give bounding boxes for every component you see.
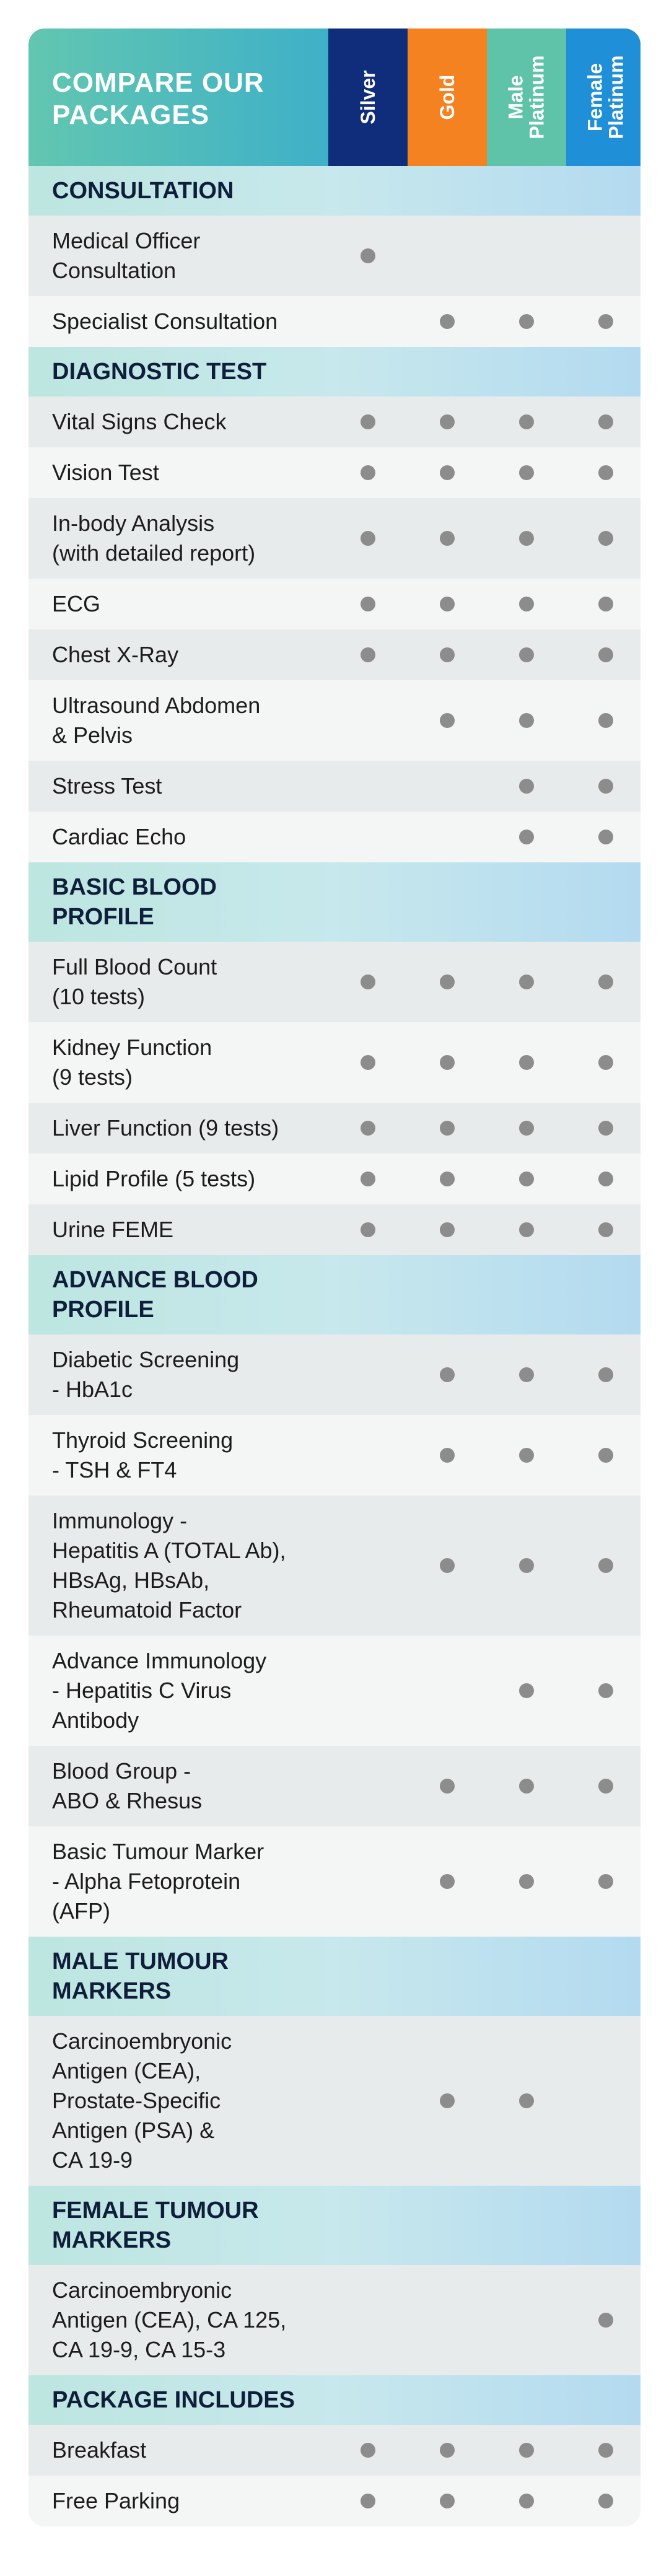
included-dot-icon bbox=[440, 1121, 455, 1136]
included-dot-icon bbox=[519, 597, 534, 611]
included-dot-icon bbox=[361, 1055, 375, 1070]
item-label: Vision Test bbox=[52, 460, 159, 485]
item-label: Carcinoembryonic Antigen (CEA), Prostate-Specific Antigen (PSA) & CA 19-9 bbox=[52, 2028, 232, 2173]
included-dot-icon bbox=[519, 1779, 534, 1794]
included-dot-icon bbox=[598, 2313, 613, 2328]
included-dot-icon bbox=[598, 975, 613, 989]
item-label: Stress Test bbox=[52, 773, 162, 799]
included-dot-icon bbox=[598, 1222, 613, 1237]
column-header-label: Male Platinum bbox=[505, 55, 548, 139]
page-title: COMPARE OUR PACKAGES bbox=[52, 68, 265, 130]
table-row bbox=[28, 680, 641, 761]
included-dot-icon bbox=[519, 414, 534, 429]
package-comparison-card bbox=[28, 28, 641, 2526]
included-dot-icon bbox=[598, 1448, 613, 1463]
included-dot-icon bbox=[361, 414, 375, 429]
item-label: Chest X-Ray bbox=[52, 642, 179, 667]
category-title: ADVANCE BLOOD PROFILE bbox=[52, 1267, 258, 1323]
included-dot-icon bbox=[598, 1683, 613, 1698]
included-dot-icon bbox=[519, 465, 534, 480]
item-label: Blood Group - ABO & Rhesus bbox=[52, 1758, 203, 1813]
included-dot-icon bbox=[361, 2494, 375, 2508]
item-label: Cardiac Echo bbox=[52, 824, 186, 849]
included-dot-icon bbox=[440, 975, 455, 989]
included-dot-icon bbox=[440, 1874, 455, 1889]
category-title: FEMALE TUMOUR MARKERS bbox=[52, 2197, 259, 2253]
included-dot-icon bbox=[361, 465, 375, 480]
included-dot-icon bbox=[440, 713, 455, 728]
included-dot-icon bbox=[440, 2494, 455, 2508]
included-dot-icon bbox=[519, 1367, 534, 1382]
item-label: Ultrasound Abdomen & Pelvis bbox=[52, 693, 261, 748]
item-label: In-body Analysis (with detailed report) bbox=[52, 510, 256, 566]
item-label: Basic Tumour Marker - Alpha Fetoprotein (AFP) bbox=[52, 1839, 265, 1924]
included-dot-icon bbox=[598, 779, 613, 794]
included-dot-icon bbox=[440, 414, 455, 429]
included-dot-icon bbox=[519, 779, 534, 794]
included-dot-icon bbox=[598, 2443, 613, 2458]
table-row bbox=[28, 1022, 641, 1103]
included-dot-icon bbox=[598, 1367, 613, 1382]
column-header-label: Female Platinum bbox=[584, 55, 627, 139]
category-row bbox=[28, 2186, 641, 2265]
item-label: Full Blood Count (10 tests) bbox=[52, 954, 217, 1009]
category-row bbox=[28, 862, 641, 942]
item-label: Kidney Function (9 tests) bbox=[52, 1035, 212, 1090]
table-row bbox=[28, 1746, 641, 1826]
included-dot-icon bbox=[598, 1055, 613, 1070]
included-dot-icon bbox=[519, 1222, 534, 1237]
included-dot-icon bbox=[440, 531, 455, 546]
included-dot-icon bbox=[440, 1779, 455, 1794]
included-dot-icon bbox=[361, 248, 375, 263]
included-dot-icon bbox=[519, 1121, 534, 1136]
table-row bbox=[28, 1334, 641, 1415]
table-row bbox=[28, 396, 641, 447]
included-dot-icon bbox=[598, 531, 613, 546]
table-header bbox=[28, 28, 641, 166]
table-row bbox=[28, 2016, 641, 2186]
included-dot-icon bbox=[440, 647, 455, 662]
column-header-gold bbox=[408, 28, 487, 166]
item-label: Urine FEME bbox=[52, 1217, 174, 1242]
included-dot-icon bbox=[361, 1121, 375, 1136]
column-header-label: Silver bbox=[357, 70, 379, 125]
included-dot-icon bbox=[519, 830, 534, 844]
column-header-female-platinum bbox=[566, 28, 641, 166]
included-dot-icon bbox=[361, 1172, 375, 1186]
included-dot-icon bbox=[361, 597, 375, 611]
table-row bbox=[28, 1826, 641, 1937]
included-dot-icon bbox=[598, 713, 613, 728]
table-row bbox=[28, 447, 641, 498]
table-row bbox=[28, 2425, 641, 2476]
table-row bbox=[28, 629, 641, 680]
included-dot-icon bbox=[361, 2443, 375, 2458]
included-dot-icon bbox=[440, 1222, 455, 1237]
table-row bbox=[28, 2476, 641, 2526]
included-dot-icon bbox=[440, 1367, 455, 1382]
included-dot-icon bbox=[598, 465, 613, 480]
table-row bbox=[28, 942, 641, 1022]
included-dot-icon bbox=[440, 1558, 455, 1573]
item-label: Lipid Profile (5 tests) bbox=[52, 1166, 256, 1191]
included-dot-icon bbox=[440, 1055, 455, 1070]
item-label: Free Parking bbox=[52, 2488, 180, 2513]
item-label: ECG bbox=[52, 591, 101, 616]
included-dot-icon bbox=[519, 1558, 534, 1573]
included-dot-icon bbox=[598, 1558, 613, 1573]
table-row bbox=[28, 1154, 641, 1204]
included-dot-icon bbox=[519, 1055, 534, 1070]
item-label: Vital Signs Check bbox=[52, 409, 227, 434]
category-title: CONSULTATION bbox=[52, 178, 234, 204]
included-dot-icon bbox=[519, 2093, 534, 2108]
included-dot-icon bbox=[598, 1779, 613, 1794]
column-header-label: Gold bbox=[436, 74, 458, 120]
included-dot-icon bbox=[519, 1448, 534, 1463]
category-row bbox=[28, 347, 641, 396]
included-dot-icon bbox=[598, 597, 613, 611]
column-header-silver bbox=[328, 28, 408, 166]
included-dot-icon bbox=[519, 531, 534, 546]
table-row bbox=[28, 296, 641, 347]
table-row bbox=[28, 579, 641, 629]
item-label: Medical Officer Consultation bbox=[52, 228, 201, 283]
included-dot-icon bbox=[519, 1172, 534, 1186]
included-dot-icon bbox=[361, 975, 375, 989]
included-dot-icon bbox=[519, 713, 534, 728]
included-dot-icon bbox=[598, 1121, 613, 1136]
included-dot-icon bbox=[519, 647, 534, 662]
included-dot-icon bbox=[440, 314, 455, 329]
included-dot-icon bbox=[440, 2093, 455, 2108]
table-row bbox=[28, 1103, 641, 1154]
category-title: BASIC BLOOD PROFILE bbox=[52, 874, 217, 930]
included-dot-icon bbox=[598, 314, 613, 329]
included-dot-icon bbox=[598, 1172, 613, 1186]
included-dot-icon bbox=[598, 1874, 613, 1889]
category-title: PACKAGE INCLUDES bbox=[52, 2387, 295, 2413]
category-row bbox=[28, 166, 641, 216]
included-dot-icon bbox=[440, 597, 455, 611]
included-dot-icon bbox=[361, 531, 375, 546]
column-header-male-platinum bbox=[487, 28, 566, 166]
included-dot-icon bbox=[598, 2494, 613, 2508]
included-dot-icon bbox=[440, 1172, 455, 1186]
included-dot-icon bbox=[598, 414, 613, 429]
included-dot-icon bbox=[519, 2494, 534, 2508]
included-dot-icon bbox=[519, 1683, 534, 1698]
table-row bbox=[28, 216, 641, 296]
table-row bbox=[28, 1415, 641, 1496]
item-label: Carcinoembryonic Antigen (CEA), CA 125, CA 19-9, CA 15-3 bbox=[52, 2277, 287, 2362]
included-dot-icon bbox=[519, 975, 534, 989]
included-dot-icon bbox=[598, 830, 613, 844]
included-dot-icon bbox=[361, 1222, 375, 1237]
included-dot-icon bbox=[440, 2443, 455, 2458]
included-dot-icon bbox=[598, 647, 613, 662]
table-row bbox=[28, 761, 641, 812]
item-label: Thyroid Screening - TSH & FT4 bbox=[52, 1427, 234, 1483]
included-dot-icon bbox=[440, 1448, 455, 1463]
table-row bbox=[28, 2265, 641, 2375]
table-row bbox=[28, 1204, 641, 1255]
included-dot-icon bbox=[519, 1874, 534, 1889]
category-row bbox=[28, 1937, 641, 2016]
table-row bbox=[28, 1496, 641, 1636]
included-dot-icon bbox=[519, 314, 534, 329]
included-dot-icon bbox=[519, 2443, 534, 2458]
item-label: Advance Immunology - Hepatitis C Virus Antibody bbox=[52, 1648, 267, 1733]
item-label: Specialist Consultation bbox=[52, 309, 278, 334]
item-label: Liver Function (9 tests) bbox=[52, 1115, 279, 1141]
table-row bbox=[28, 812, 641, 862]
table-row bbox=[28, 498, 641, 579]
table-row bbox=[28, 1636, 641, 1746]
included-dot-icon bbox=[361, 647, 375, 662]
item-label: Immunology - Hepatitis A (TOTAL Ab), HBsAg, HBsAb, Rheumatoid Factor bbox=[52, 1508, 286, 1623]
category-row bbox=[28, 2375, 641, 2425]
included-dot-icon bbox=[440, 465, 455, 480]
item-label: Breakfast bbox=[52, 2437, 147, 2463]
item-label: Diabetic Screening - HbA1c bbox=[52, 1347, 240, 1402]
category-title: DIAGNOSTIC TEST bbox=[52, 359, 267, 385]
category-title: MALE TUMOUR MARKERS bbox=[52, 1948, 229, 2004]
category-row bbox=[28, 1255, 641, 1334]
